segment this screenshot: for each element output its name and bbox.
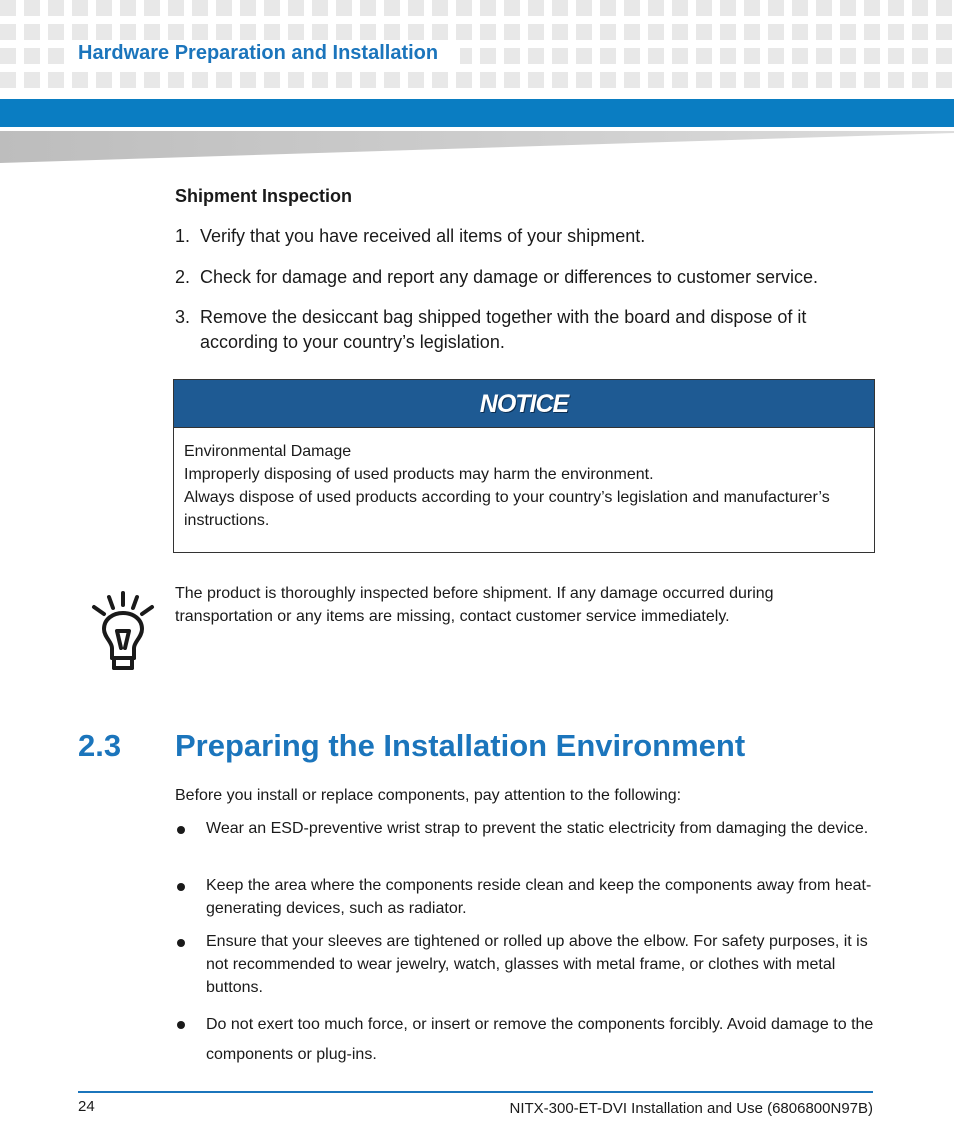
- footer-rule: [78, 1091, 873, 1093]
- list-item-text: Keep the area where the components reside clean and keep the components away from heat-generating devices, such as radiator.: [206, 877, 872, 917]
- notice-header: [174, 380, 874, 428]
- step-number: 2.: [175, 267, 191, 287]
- list-item-text: Do not exert too much force, or insert or remove the components forcibly. Avoid damage to the components or plug-ins.: [206, 1016, 874, 1063]
- notice-title: Environmental Damage: [184, 443, 352, 460]
- tip-text: The product is thoroughly inspected before shipment. If any damage occurred during transportation or any items are missing, contact customer service immediately.: [175, 585, 774, 625]
- bullet-dot: [177, 883, 185, 891]
- step-text: Remove the desiccant bag shipped together with the board and dispose of it according to your country’s legislation.: [200, 307, 807, 352]
- list-item-text: Ensure that your sleeves are tightened or rolled up above the elbow. For safety purposes, it is not recommended to wear jewelry, watch, glasses with metal frame, or clothes with metal buttons.: [206, 933, 868, 996]
- notice-box: [173, 379, 875, 553]
- list-item-text: Wear an ESD-preventive wrist strap to prevent the static electricity from damaging the device.: [206, 820, 869, 837]
- step-number: 3.: [175, 307, 191, 327]
- step-text: Verify that you have received all items of your shipment.: [200, 226, 646, 246]
- bullet-dot: [177, 1021, 185, 1029]
- shipment-inspection-heading: Shipment Inspection: [175, 186, 353, 206]
- step-number: 1.: [175, 226, 191, 246]
- notice-label: NOTICE: [479, 390, 569, 418]
- page-number: 24: [78, 1098, 95, 1115]
- section-intro: Before you install or replace components, pay attention to the following:: [175, 787, 682, 804]
- section-title: Preparing the Installation Environment: [175, 728, 746, 763]
- header-blue-band: [0, 99, 954, 127]
- document-reference: NITX-300-ET-DVI Installation and Use (6806800N97B): [509, 1100, 873, 1117]
- notice-line: Always dispose of used products according to your country’s legislation and manufacturer’s instructions.: [184, 489, 830, 529]
- section-number: 2.3: [78, 728, 122, 763]
- chapter-title: Hardware Preparation and Installation: [78, 42, 439, 64]
- bullet-dot: [177, 826, 185, 834]
- notice-line: Improperly disposing of used products may harm the environment.: [184, 466, 654, 483]
- header-grey-wedge: [0, 131, 954, 163]
- step-text: Check for damage and report any damage or differences to customer service.: [200, 267, 818, 287]
- lightbulb-icon: [90, 590, 156, 674]
- notice-body: [184, 440, 868, 532]
- bullet-dot: [177, 939, 185, 947]
